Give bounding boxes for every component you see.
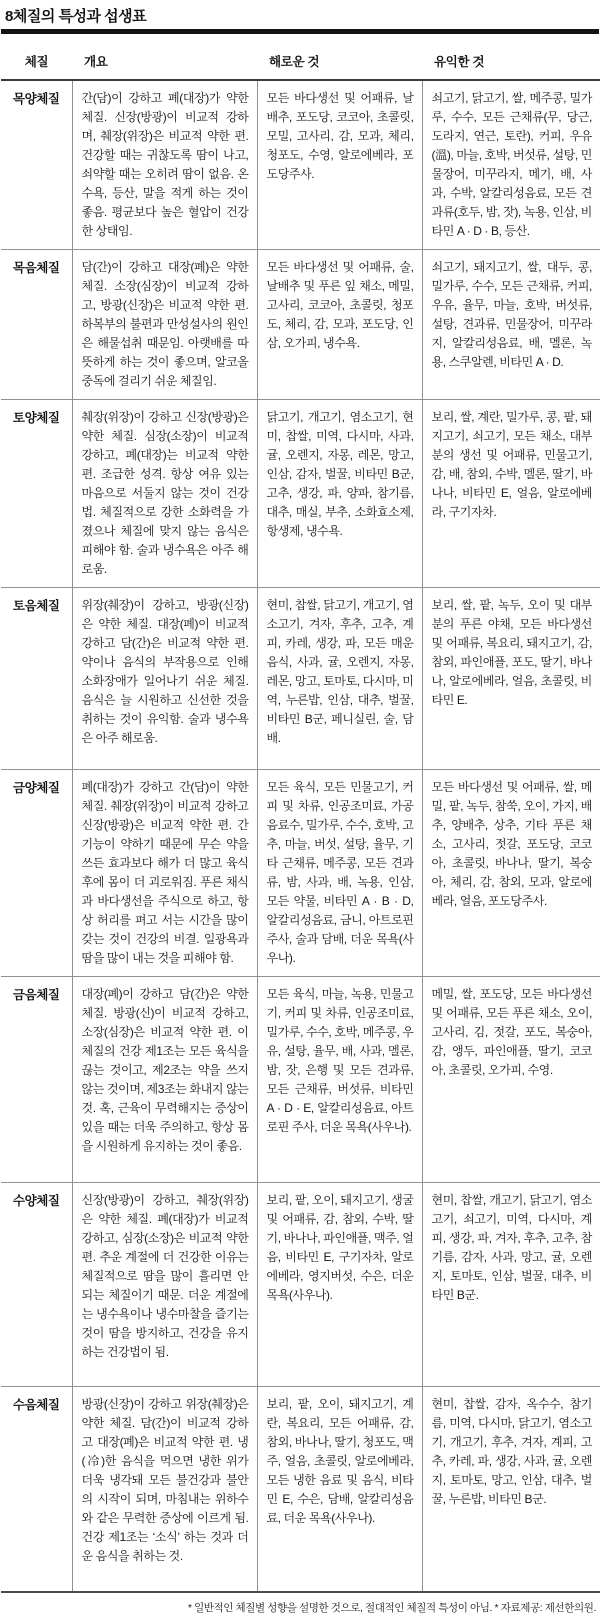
constitution-name: 토음체질 [12,599,60,613]
constitution-name: 금양체질 [12,781,60,795]
constitution-table [1,46,600,1593]
table-row [1,80,600,250]
title-rule [1,29,599,34]
beneficial-cell: 모든 바다생선 및 어패류, 쌀, 메밀, 팥, 녹두, 참쑥, 오이, 가지, 배추, 양배추, 상추, 기타 푸른 채소, 고사리, 젓갈, 포도당, 코코아, 초콜릿, 바나나, 딸기, 복숭아, 체리, 감, 참외, 모과, 알로에베라, 얼음, 포도당주사. [422,770,600,977]
harmful-cell: 보리, 팥, 오이, 돼지고기, 생굴 및 어패류, 감, 참외, 수박, 딸기, 바나나, 파인애플, 맥주, 얼음, 비타민 E, 구기자차, 알로에베라, 영지버섯, 수은, 더운 목욕(사우나). [257,1183,422,1387]
beneficial-cell: 메밀, 쌀, 포도당, 모든 바다생선 및 어패류, 모든 푸른 채소, 오이, 고사리, 김, 젓갈, 포도, 복숭아, 감, 앵두, 파인애플, 딸기, 코코아, 초콜릿, 오가피, 수영. [422,977,600,1183]
overview-cell: 폐(대장)가 강하고 간(담)이 약한 체질. 췌장(위장)이 비교적 강하고 신장(방광)은 비교적 약한 편. 간 기능이 약하기 때문에 무슨 약을 쓰든 효과보다 해가 더 많고 육식 후에 몸이 더 괴로워짐. 푸른 채식과 바다생선을 주식으로 하고, 항상 허리를 펴고 서는 시간을 많이 갖는 것이 건강의 비결. 일광욕과 땀을 많이 내는 것을 피해야 함. [72,770,257,977]
overview-cell: 췌장(위장)이 강하고 신장(방광)은 약한 체질. 심장(소장)이 비교적 강하고, 폐(대장)는 비교적 약한 편. 조급한 성격. 항상 여유 있는 마음으로 서둘지 않는 것이 건강법. 체질적으로 강한 소화력을 가졌으나 체질에 맞지 않는 음식은 피해야 함. 술과 냉수욕은 아주 해로움. [72,400,257,588]
harmful-cell: 모든 육식, 모든 민물고기, 커피 및 차류, 인공조미료, 가공음료수, 밀가루, 수수, 호박, 고추, 마늘, 버섯, 설탕, 율무, 기타 근채류, 메주콩, 모든 견과류, 밤, 사과, 배, 녹용, 인삼, 모든 약물, 비타민 A · B · D, 알칼리성음료, 금니, 아트로핀 주사, 술과 담배, 더운 목욕(사우나). [257,770,422,977]
table-row [1,250,600,400]
table-header-row [1,46,600,80]
beneficial-cell: 현미, 찹쌀, 개고기, 닭고기, 염소고기, 쇠고기, 미역, 다시마, 계피, 생강, 파, 겨자, 후추, 고추, 참기름, 감자, 사과, 망고, 귤, 오렌지, 토마토, 인삼, 벌꿀, 대추, 비타민 B군. [422,1183,600,1387]
harmful-cell: 보리, 팥, 오이, 돼지고기, 계란, 복요리, 모든 어패류, 감, 참외, 바나나, 딸기, 청포도, 맥주, 얼음, 초콜릿, 알로에베라, 모든 냉한 음료 및 음식, 비타민 E, 수은, 담배, 알칼리성음료, 더운 목욕(사우나). [257,1387,422,1592]
footnote: * 일반적인 체질별 성향을 설명한 것으로, 절대적인 체질적 특성이 아님. * 자료제공: 제선한의원. [187,1601,596,1614]
harmful-cell: 모든 육식, 마늘, 녹용, 민물고기, 커피 및 차류, 인공조미료, 밀가루, 수수, 호박, 메주콩, 우유, 설탕, 율무, 배, 사과, 멜론, 밤, 잣, 은행 및 모든 견과류, 모든 근채류, 버섯류, 비타민 A · D · E, 알칼리성음료, 아트로핀 주사, 더운 목욕(사우나). [257,977,422,1183]
beneficial-cell: 쇠고기, 닭고기, 쌀, 메주콩, 밀가루, 수수, 모든 근채류(무, 당근, 도라지, 연근, 토란), 커피, 우유(溫), 마늘, 호박, 버섯류, 설탕, 민물장어, 미꾸라지, 메기, 배, 사과, 수박, 알칼리성음료, 모든 견과류(호두, 밤, 잣), 녹용, 인삼, 비타민 A · D · B, 등산. [422,80,600,250]
overview-cell: 신장(방광)이 강하고, 췌장(위장)은 약한 체질. 폐(대장)가 비교적 강하고, 심장(소장)은 비교적 약한 편. 추운 계절에 더 건강한 이유는 체질적으로 땀을 많이 흘리면 안 되는 체질이기 때문. 더운 계절에는 냉수욕이나 냉수마찰을 즐기는 것이 땀을 방지하고, 건강을 유지하는 건강법이 됨. [72,1183,257,1387]
constitution-name: 수음체질 [12,1398,60,1412]
table-body [1,80,600,1592]
constitution-name: 토양체질 [12,411,60,425]
harmful-cell: 닭고기, 개고기, 염소고기, 현미, 찹쌀, 미역, 다시마, 사과, 귤, 오렌지, 자몽, 레몬, 망고, 인삼, 감자, 벌꿀, 비타민 B군, 고추, 생강, 파, 양파, 참기름, 대추, 매실, 부추, 소화효소제, 항생제, 냉수욕. [257,400,422,588]
col-header-beneficial: 유익한 것 [422,46,600,80]
table-row [1,770,600,977]
beneficial-cell: 보리, 쌀, 팥, 녹두, 오이 및 대부분의 푸른 야채, 모든 바다생선 및 어패류, 복요리, 돼지고기, 감, 참외, 파인애플, 포도, 딸기, 바나나, 알로에베라, 얼음, 초콜릿, 비타민 E. [422,588,600,770]
constitution-name: 금음체질 [12,988,60,1002]
constitution-name: 목양체질 [12,92,60,106]
table-row [1,977,600,1183]
overview-cell: 간(담)이 강하고 폐(대장)가 약한 체질. 신장(방광)이 비교적 강하며, 췌장(위장)은 비교적 약한 편. 건강할 때는 귀찮도록 땀이 나고, 쇠약할 때는 오히려 땀이 없음. 온수욕, 등산, 말을 적게 하는 것이 좋음. 평균보다 높은 혈압이 건강한 상태임. [72,80,257,250]
beneficial-cell: 현미, 찹쌀, 감자, 옥수수, 참기름, 미역, 다시마, 닭고기, 염소고기, 개고기, 후추, 겨자, 계피, 고추, 카레, 파, 생강, 사과, 귤, 오렌지, 토마토, 망고, 인삼, 대추, 벌꿀, 누른밥, 비타민 B군. [422,1387,600,1592]
col-header-constitution: 체질 [1,46,72,80]
overview-cell: 담(간)이 강하고 대장(폐)은 약한 체질. 소장(심장)이 비교적 강하고, 방광(신장)은 비교적 약한 편. 하복부의 불편과 만성설사의 원인은 해물섭취 때문임. 아랫배를 따뜻하게 하는 것이 좋으며, 알코올 중독에 걸리기 쉬운 체질임. [72,250,257,400]
table-row [1,588,600,770]
col-header-harmful: 해로운 것 [257,46,422,80]
overview-cell: 대장(폐)이 강하고 담(간)은 약한 체질. 방광(신)이 비교적 강하고, 소장(심장)은 비교적 약한 편. 이 체질의 건강 제1조는 모든 육식을 끊는 것이고, 제2조는 약을 쓰지 않는 것이며, 제3조는 화내지 않는 것. 혹, 근육이 무력해지는 증상이 있을 때는 더욱 주의하고, 항상 몸을 시원하게 유지하는 것이 좋음. [72,977,257,1183]
harmful-cell: 모든 바다생선 및 어패류, 술, 날배추 및 푸른 잎 채소, 메밀, 고사리, 코코아, 초콜릿, 청포도, 체리, 감, 모과, 포도당, 인삼, 오가피, 냉수욕. [257,250,422,400]
table-row [1,1183,600,1387]
harmful-cell: 모든 바다생선 및 어패류, 날배추, 포도당, 코코아, 초콜릿, 모밀, 고사리, 감, 모과, 체리, 청포도, 수영, 알로에베라, 포도당주사. [257,80,422,250]
overview-cell: 위장(췌장)이 강하고, 방광(신장)은 약한 체질. 대장(폐)이 비교적 강하고 담(간)은 비교적 약한 편. 약이나 음식의 부작용으로 인해 소화장애가 일어나기 쉬운 체질. 음식은 늘 시원하고 신선한 것을 취하는 것이 유익함. 술과 냉수욕은 아주 해로움. [72,588,257,770]
harmful-cell: 현미, 찹쌀, 닭고기, 개고기, 염소고기, 겨자, 후추, 고추, 계피, 카레, 생강, 파, 모든 매운 음식, 사과, 귤, 오렌지, 자몽, 레몬, 망고, 토마토, 다시마, 미역, 누른밥, 인삼, 대추, 벌꿀, 비타민 B군, 페니실린, 술, 담배. [257,588,422,770]
constitution-name: 목음체질 [12,261,60,275]
table-row [1,400,600,588]
beneficial-cell: 보리, 쌀, 계란, 밀가루, 콩, 팥, 돼지고기, 쇠고기, 모든 채소, 대부분의 생선 및 어패류, 민물고기, 감, 배, 참외, 수박, 멜론, 딸기, 바나나, 비타민 E, 얼음, 알로에베라, 구기자차. [422,400,600,588]
constitution-name: 수양체질 [12,1194,60,1208]
col-header-overview: 개요 [72,46,257,80]
page-title: 8체질의 특성과 섭생표 [5,8,147,25]
overview-cell: 방광(신장)이 강하고 위장(췌장)은 약한 체질. 담(간)이 비교적 강하고 대장(폐)은 비교적 약한 편. 냉(冷)한 음식을 먹으면 냉한 위가 더욱 냉각돼 모든 불건강과 불안의 시작이 되며, 마침내는 위하수와 같은 무력한 증상에 이르게 됨. 건강 제1조는 ‘소식’ 하는 것과 더운 음식을 취하는 것. [72,1387,257,1592]
table-row [1,1387,600,1592]
beneficial-cell: 쇠고기, 돼지고기, 쌀, 대두, 콩, 밀가루, 수수, 모든 근채류, 커피, 우유, 율무, 마늘, 호박, 버섯류, 설탕, 견과류, 민물장어, 미꾸라지, 알칼리성음료, 배, 멜론, 녹용, 스쿠알렌, 비타민 A · D. [422,250,600,400]
